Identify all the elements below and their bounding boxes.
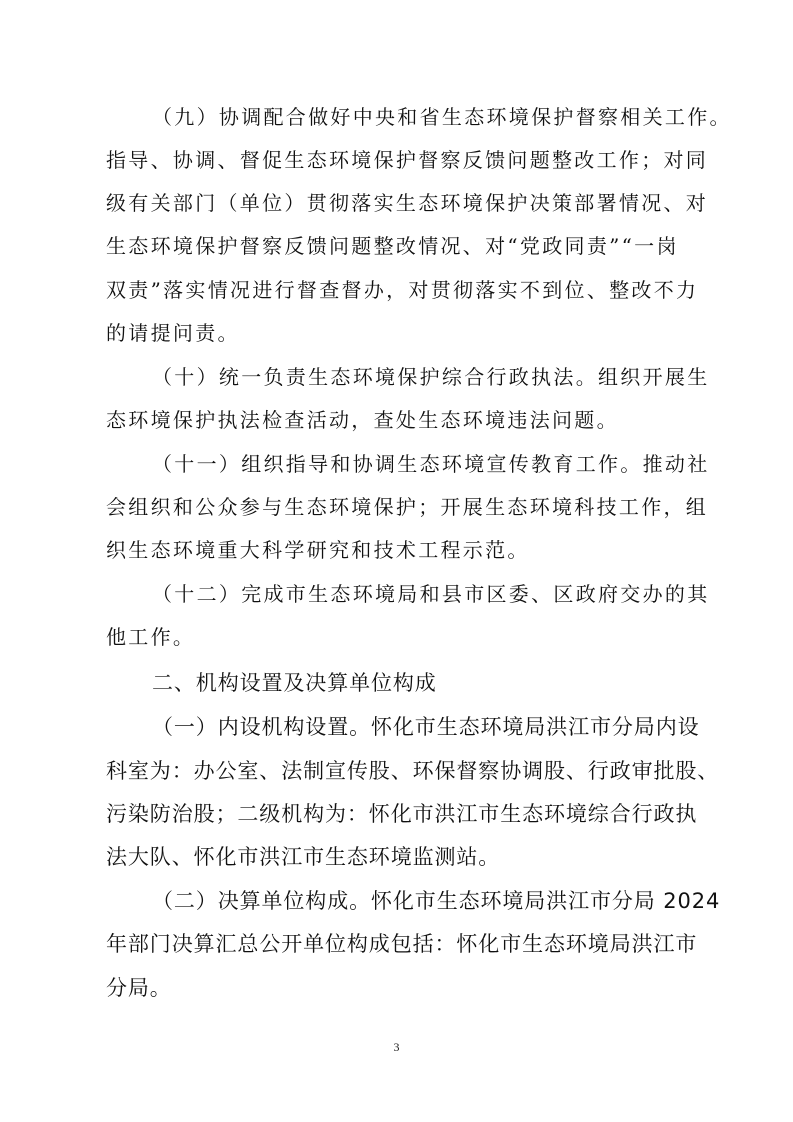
paragraph-line: 指导、协调、督促生态环境保护督察反馈问题整改工作；对同 (106, 148, 709, 172)
paragraph-line: 他工作。 (106, 625, 196, 649)
page-number: 3 (393, 1040, 400, 1054)
paragraph-line: 的请提问责。 (106, 321, 240, 345)
paragraph-line: 法大队、怀化市洪江市生态环境监测站。 (106, 845, 501, 869)
section-heading: 二、机构设置及决算单位构成 (152, 671, 437, 695)
paragraph-line: 生态环境保护督察反馈问题整改情况、对“党政同责”“一岗 (106, 234, 679, 258)
paragraph-line: 态环境保护执法检查活动，查处生态环境违法问题。 (106, 408, 619, 432)
paragraph-line: 科室为：办公室、法制宣传股、环保督察协调股、行政审批股、 (106, 759, 720, 783)
paragraph-line: （十二）完成市生态环境局和县市区委、区政府交办的其 (152, 582, 710, 606)
paragraph-line: 分局。 (106, 976, 172, 1000)
paragraph-line: （九）协调配合做好中央和省生态环境保护督察相关工作。 (152, 105, 732, 129)
paragraph-line: （一）内设机构设置。怀化市生态环境局洪江市分局内设 (152, 715, 700, 739)
paragraph-line: 会组织和公众参与生态环境保护；开展生态环境科技工作，组 (106, 495, 709, 519)
paragraph-line: 双责”落实情况进行督查督办，对贯彻落实不到位、整改不力 (106, 278, 699, 302)
paragraph-line: 年部门决算汇总公开单位构成包括：怀化市生态环境局洪江市 (106, 932, 698, 956)
paragraph-line: 级有关部门（单位）贯彻落实生态环境保护决策部署情况、对 (106, 191, 709, 215)
paragraph-line: 织生态环境重大科学研究和技术工程示范。 (106, 538, 530, 562)
paragraph-line: 污染防治股；二级机构为：怀化市洪江市生态环境综合行政执 (106, 802, 698, 826)
paragraph-line: （十一）组织指导和协调生态环境宣传教育工作。推动社 (152, 452, 710, 476)
paragraph-line: （二）决算单位构成。怀化市生态环境局洪江市分局 2024 (152, 889, 721, 913)
paragraph-line: （十）统一负责生态环境保护综合行政执法。组织开展生 (152, 365, 710, 389)
